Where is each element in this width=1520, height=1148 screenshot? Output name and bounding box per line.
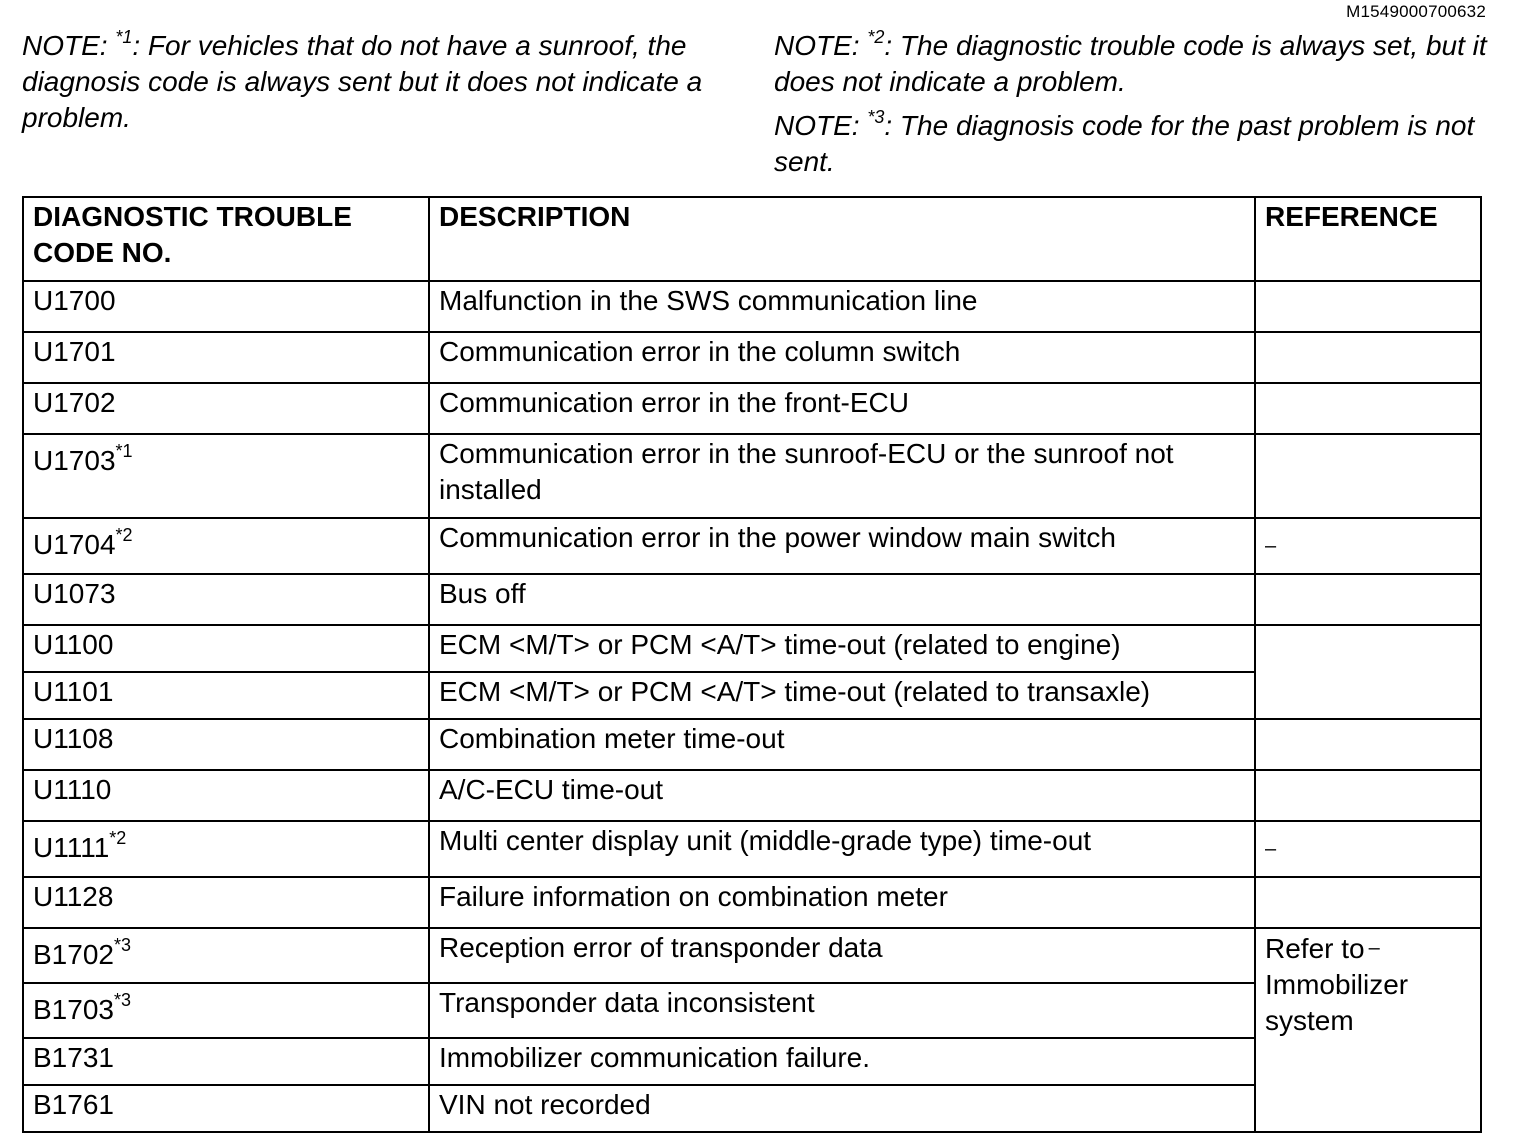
table-row <box>23 383 1481 434</box>
code-cell: B1702$^{*3}$ <box>23 928 429 983</box>
code-cell: U1110 <box>23 770 429 821</box>
notes-right <box>774 28 1494 188</box>
table-row <box>23 821 1481 877</box>
code-cell: U1701 <box>23 332 429 383</box>
table-row <box>23 625 1481 672</box>
description-cell: Immobilizer communication failure. <box>429 1038 1255 1085</box>
code-cell: U1100 <box>23 625 429 672</box>
code-cell: U1101 <box>23 672 429 719</box>
reference-cell <box>1255 434 1481 518</box>
description-cell: VIN not recorded <box>429 1085 1255 1132</box>
code-cell: U1111$^{*2}$ <box>23 821 429 877</box>
code-cell: U1108 <box>23 719 429 770</box>
reference-cell <box>1255 719 1481 770</box>
description-cell: Communication error in the power window main switch <box>429 518 1255 574</box>
table-row <box>23 281 1481 332</box>
code-cell: U1700 <box>23 281 429 332</box>
refer-target: Immobilizer system <box>1265 969 1409 1036</box>
note-3: NOTE: $^{*3}$: The diagnosis code for the past problem is not sent. <box>774 107 1475 177</box>
code-cell: U1704$^{*2}$ <box>23 518 429 574</box>
reference-cell <box>1255 574 1481 625</box>
description-cell: ECM <M/T> or PCM <A/T> time-out (related to engine) <box>429 625 1255 672</box>
code-cell: U1073 <box>23 574 429 625</box>
document-id: M1549000700632 <box>1346 2 1486 21</box>
description-cell: Communication error in the sunroof-ECU or the sunroof not installed <box>429 434 1255 518</box>
dtc-table <box>22 196 1482 1133</box>
description-cell: ECM <M/T> or PCM <A/T> time-out (related to transaxle) <box>429 672 1255 719</box>
reference-cell <box>1255 770 1481 821</box>
table-row <box>23 928 1481 983</box>
description-cell: Transponder data inconsistent <box>429 983 1255 1038</box>
reference-cell: – <box>1255 821 1481 877</box>
refer-dash: – <box>1368 937 1380 959</box>
code-cell: B1761 <box>23 1085 429 1132</box>
reference-cell <box>1255 877 1481 928</box>
table-row <box>23 719 1481 770</box>
table-row <box>23 332 1481 383</box>
reference-cell <box>1255 281 1481 332</box>
description-cell: Bus off <box>429 574 1255 625</box>
code-cell: B1703$^{*3}$ <box>23 983 429 1038</box>
header-code: DIAGNOSTIC TROUBLE CODE NO. <box>23 197 429 281</box>
note-2: NOTE: $^{*2}$: The diagnostic trouble code is always set, but it does not indicate a problem. <box>774 27 1487 97</box>
description-cell: Communication error in the front-ECU <box>429 383 1255 434</box>
description-cell: Combination meter time-out <box>429 719 1255 770</box>
description-cell: Multi center display unit (middle-grade type) time-out <box>429 821 1255 877</box>
refer-to-label: Refer to <box>1265 933 1365 964</box>
table-header-row <box>23 197 1481 281</box>
code-cell: U1702 <box>23 383 429 434</box>
code-cell: U1128 <box>23 877 429 928</box>
description-cell: Reception error of transponder data <box>429 928 1255 983</box>
code-cell: B1731 <box>23 1038 429 1085</box>
reference-cell <box>1255 625 1481 719</box>
table-row <box>23 518 1481 574</box>
notes-left <box>22 28 742 144</box>
description-cell: Failure information on combination meter <box>429 877 1255 928</box>
table-row <box>23 574 1481 625</box>
table-row <box>23 877 1481 928</box>
reference-cell: – <box>1255 518 1481 574</box>
header-reference: REFERENCE <box>1255 197 1481 281</box>
description-cell: Malfunction in the SWS communication line <box>429 281 1255 332</box>
description-cell: A/C-ECU time-out <box>429 770 1255 821</box>
table-row <box>23 770 1481 821</box>
note-1: NOTE: $^{*1}$: For vehicles that do not have a sunroof, the diagnosis code is always sent but it does not indicate a problem. <box>22 27 703 133</box>
immobilizer-reference-cell <box>1255 928 1481 1132</box>
header-description: DESCRIPTION <box>429 197 1255 281</box>
reference-cell <box>1255 332 1481 383</box>
table-row <box>23 434 1481 518</box>
reference-cell <box>1255 383 1481 434</box>
code-cell: U1703$^{*1}$ <box>23 434 429 518</box>
description-cell: Communication error in the column switch <box>429 332 1255 383</box>
